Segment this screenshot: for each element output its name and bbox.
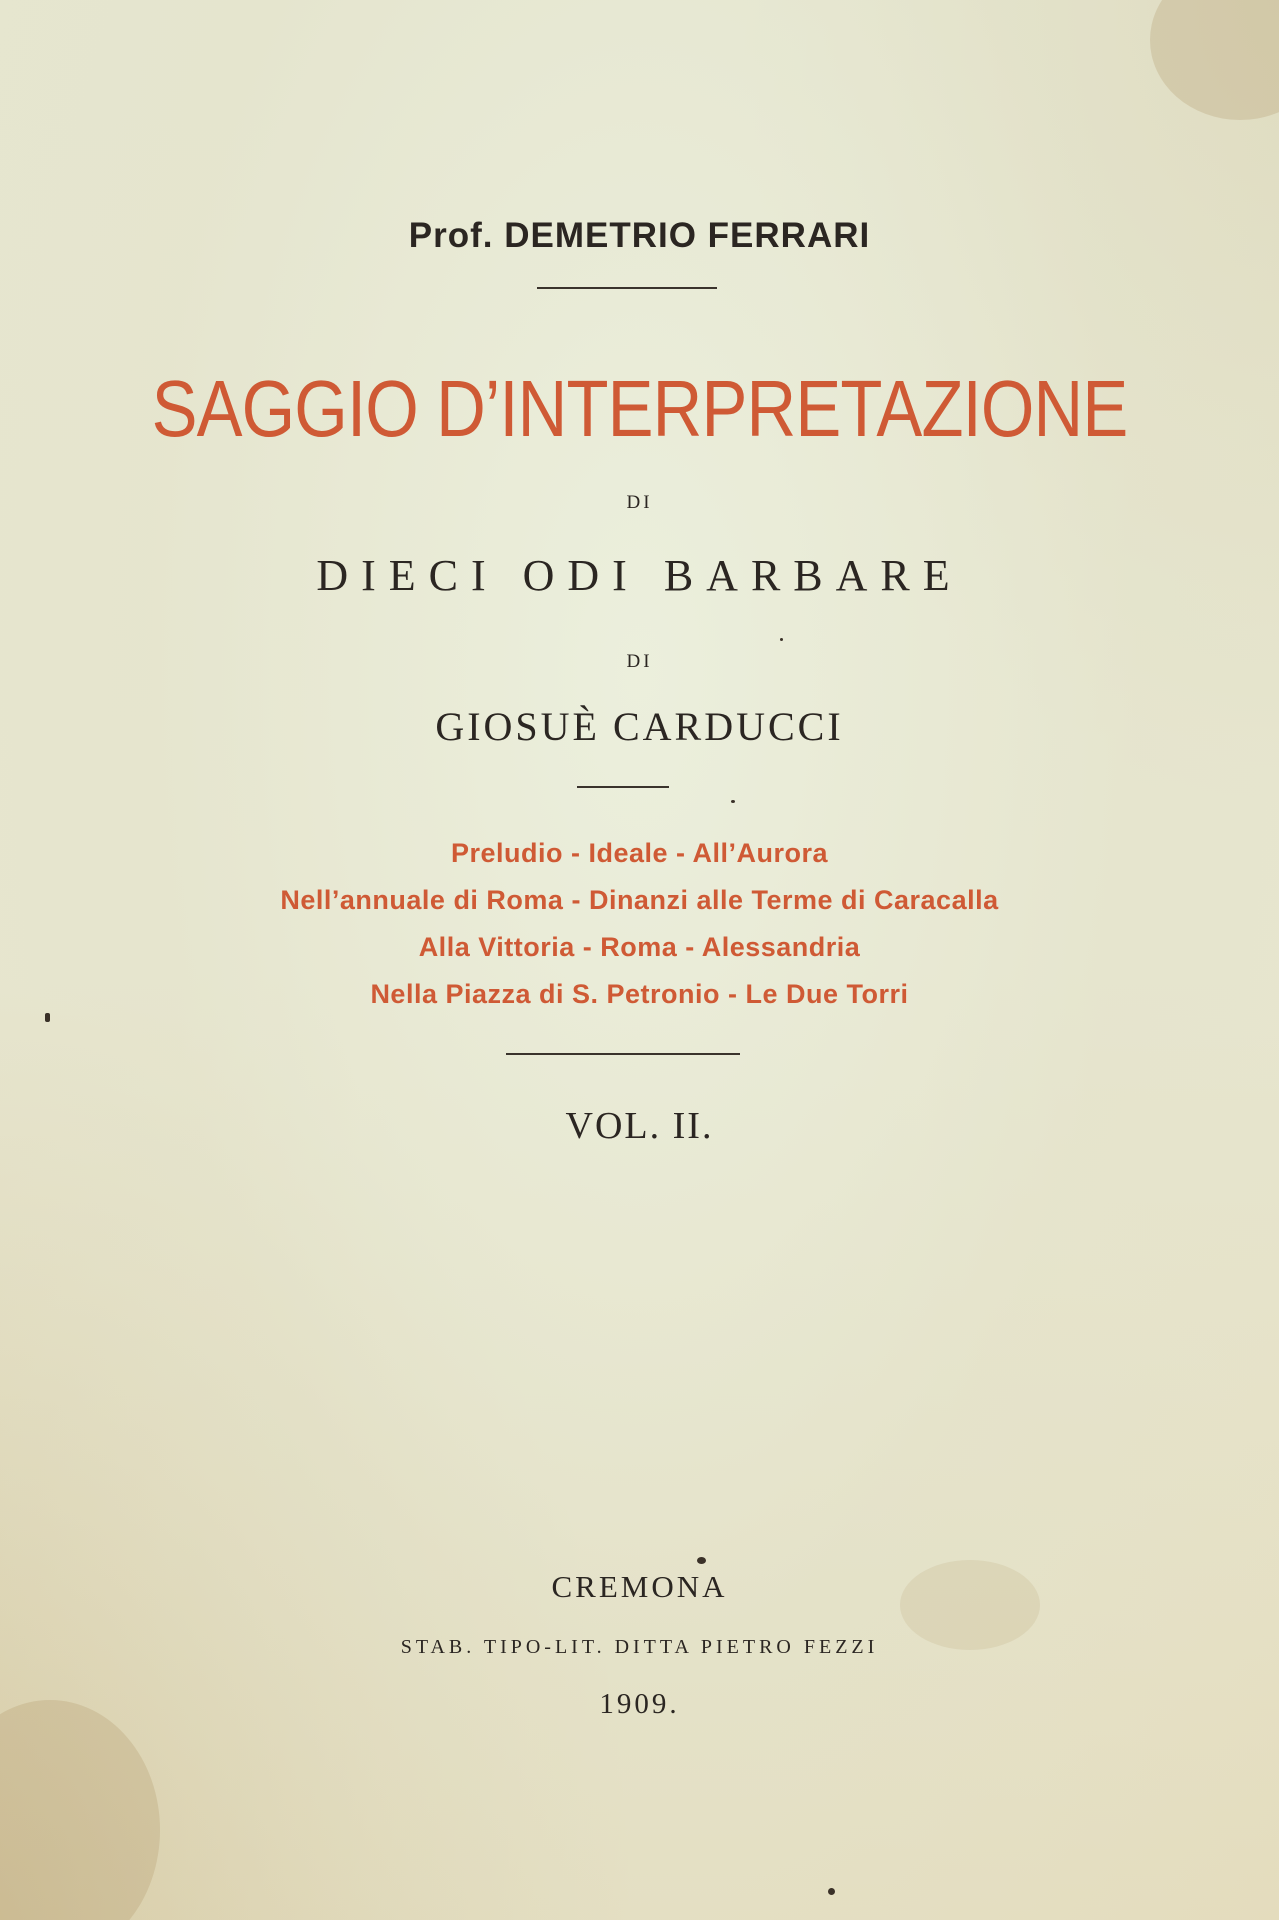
printer-name: STAB. TIPO-LIT. DITTA PIETRO FEZZI [400,1636,879,1658]
volume-number: VOL. II. [565,1105,714,1147]
connector-di: DI [626,651,653,672]
poet-name: GIOSUÈ CARDUCCI [435,704,844,749]
work-title: DIECI ODI BARBARE [316,551,963,600]
connector-di: DI [626,492,653,513]
paper-stain [1150,0,1279,120]
publication-year: 1909. [599,1688,680,1720]
divider-rule [506,1053,740,1055]
ink-speck [828,1888,835,1895]
poem-list-line: Nell’annuale di Roma - Dinanzi alle Terme di Caracalla [280,885,999,915]
publisher-city: CREMONA [551,1569,728,1604]
poem-list-line: Alla Vittoria - Roma - Alessandria [418,932,861,962]
ink-speck [45,1013,50,1022]
author-name: Prof. DEMETRIO FERRARI [408,216,871,255]
paper-stain [0,1700,160,1920]
divider-rule [577,786,669,788]
poem-list-line: Preludio - Ideale - All’Aurora [450,838,829,868]
poem-list-line: Nella Piazza di S. Petronio - Le Due Torri [370,979,909,1009]
ink-speck [731,800,735,803]
ink-speck [780,638,783,641]
book-title: SAGGIO D’INTERPRETAZIONE [151,364,1128,453]
ink-speck [697,1557,706,1564]
divider-rule [537,287,717,289]
